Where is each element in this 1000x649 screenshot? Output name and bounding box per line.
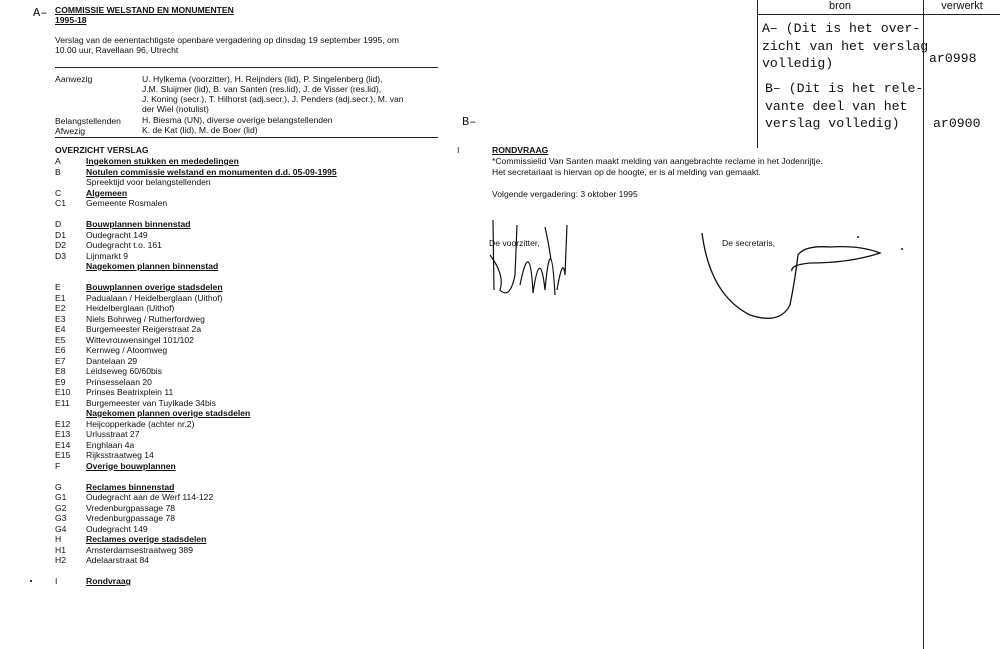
present-line: U. Hylkema (voorzitter), H. Reijnders (lid), P. Singelenberg (lid),: [142, 74, 383, 84]
intro-line-2: 10.00 uur, Ravellaan 96, Utrecht: [55, 45, 179, 55]
col-header-bron: bron: [828, 0, 852, 12]
overview-item-text: Lijnmarkt 9: [86, 250, 129, 261]
secretary-signature: [690, 225, 910, 335]
overview-item-code: E12: [55, 418, 71, 429]
overview-item-code: G: [55, 481, 62, 492]
overview-item-code: E5: [55, 334, 66, 345]
overview-item-text: Overige bouwplannen: [86, 460, 176, 471]
overview-heading: OVERZICHT VERSLAG: [55, 145, 149, 155]
overview-item-text: Oudegracht t.o. 161: [86, 240, 162, 250]
present-label: Aanwezig: [55, 74, 93, 84]
overview-item-code: G1: [55, 492, 67, 502]
absent-label: Afwezig: [55, 126, 86, 136]
overview-item-text: Spreektijd voor belangstellenden: [86, 177, 211, 187]
overview-item-code: G3: [55, 513, 67, 523]
overview-item-text: Nagekomen plannen overige stadsdelen: [86, 408, 251, 418]
overview-item-text: Ingekomen stukken en mededelingen: [86, 156, 239, 166]
overview-item-code: E15: [55, 450, 71, 460]
overview-item-text: Vredenburgpassage 78: [86, 502, 176, 513]
verwerkt-code-b: ar0900: [933, 116, 981, 131]
side-note-b: [765, 80, 923, 133]
marker-b: B–: [462, 115, 477, 129]
header-rule: [55, 67, 438, 68]
rondvraag-heading: RONDVRAAG: [492, 145, 549, 155]
overview-item-code: E11: [55, 397, 70, 408]
overview-item-text: Urlusstraat 27: [86, 429, 140, 439]
rondvraag-line-2: Het secretariaat is hiervan op de hoogte, er is al melding van gemaakt.: [492, 167, 761, 177]
overview-item-code: E4: [55, 324, 66, 334]
overview-item-text: Niels Bohrweg / Rutherfordweg: [86, 313, 205, 324]
overview-item-code: C: [55, 187, 62, 198]
overview-item-code: E10: [55, 387, 71, 397]
overview-item-text: Notulen commissie welstand en monumenten d.d. 05-09-1995: [86, 166, 337, 177]
intro-line-1: Verslag van de eenentachtigste openbare vergadering op dinsdag 19 september 1995, om: [55, 35, 399, 45]
overview-item-code: E1: [55, 292, 66, 303]
overview-item-code: E14: [55, 439, 71, 450]
document-number: 1995-18: [55, 15, 87, 25]
overview-item-code: E7: [55, 355, 66, 366]
overview-item-code: F: [55, 460, 61, 471]
chair-signature: [485, 215, 595, 305]
overview-item-code: H: [55, 534, 62, 544]
overview-item-code: G2: [55, 502, 67, 513]
overview-item-text: Rondvraag: [86, 576, 131, 586]
side-note-a-line: A– (Dit is het over-: [762, 21, 921, 36]
secretary-label: De secretaris,: [722, 238, 776, 248]
chair-label: De voorzitter,: [489, 238, 540, 248]
overview-item-text: Prinses Beatrixplein 11: [86, 387, 174, 397]
overview-item-text: Algemeen: [86, 187, 128, 198]
overview-item-code: E9: [55, 376, 66, 387]
overview-item-code: B: [55, 166, 61, 177]
overview-item-text: Vredenburgpassage 78: [86, 513, 176, 523]
overview-item-text: Leidseweg 60/60bis: [86, 366, 162, 376]
present-line: J.M. Sluijmer (lid), B. van Santen (res.lid), J. de Visser (res.lid),: [142, 84, 382, 94]
side-table-left-rule: [757, 0, 758, 148]
side-note-a-line: zicht van het verslag: [762, 38, 929, 54]
side-table-header-rule: [757, 14, 1000, 15]
overview-item-code: E: [55, 282, 61, 292]
overview-item-text: Burgemeester Reigerstraat 2a: [86, 324, 202, 334]
overview-item-code: E3: [55, 313, 66, 324]
overview-item-code: E2: [55, 303, 66, 313]
rondvraag-line-1: *Commissielid Van Santen maakt melding van aangebrachte reclame in het Jodenrijtje.: [492, 156, 823, 166]
marker-a: A–: [33, 6, 48, 20]
overview-item-text: Nagekomen plannen binnenstad: [86, 261, 219, 271]
stakeholders-label: Belangstellenden: [55, 116, 121, 126]
side-note-b-line: verslag volledig): [765, 116, 900, 132]
next-meeting: Volgende vergadering: 3 oktober 1995: [492, 189, 638, 199]
overview-item-text: Prinsesselaan 20: [86, 376, 152, 387]
overview-item-code: H1: [55, 544, 66, 555]
overview-item-text: Dantelaan 29: [86, 355, 138, 366]
overview-item-text: Padualaan / Heidelberglaan (Uithof): [86, 292, 223, 303]
overview-item-code: E6: [55, 345, 66, 355]
overview-item-text: Bouwplannen overige stadsdelen: [86, 282, 223, 292]
overview-item-text: Kernweg / Atoomweg: [86, 345, 168, 355]
side-note-b-line: B– (Dit is het rele-: [765, 81, 924, 96]
overview-item-text: Bouwplannen binnenstad: [86, 219, 191, 229]
col-header-verwerkt: verwerkt: [941, 0, 983, 12]
attendance-rule: [55, 137, 438, 138]
overview-item-text: Heidelberglaan (Uithof): [86, 303, 175, 313]
overview-item-text: Oudegracht 149: [86, 523, 148, 534]
overview-item-code: H2: [55, 555, 66, 565]
overview-item-text: Reclames overige stadsdelen: [86, 534, 207, 544]
attendance-block: [55, 74, 445, 136]
overview-item-text: Rijksstraatweg 14: [86, 450, 154, 460]
side-note-a-line: volledig): [762, 56, 834, 72]
document-title: COMMISSIE WELSTAND EN MONUMENTEN: [55, 5, 234, 15]
overview-item-code: I: [55, 576, 58, 586]
side-note-a: [762, 20, 928, 73]
marker-i: I: [457, 145, 460, 155]
overview-item-text: Enghlaan 4a: [86, 439, 135, 450]
present-line: der Wiel (notulist): [142, 104, 209, 114]
overview-item-text: Amsterdamsestraatweg 389: [86, 544, 193, 555]
overview-item-code: D2: [55, 240, 66, 250]
overview-item-code: E13: [55, 429, 71, 439]
overview-item-code: D3: [55, 250, 66, 261]
overview-item-code: G4: [55, 523, 67, 534]
overview-item-code: D: [55, 219, 62, 229]
overview-item-code: A: [55, 156, 61, 166]
verwerkt-code-a: ar0998: [929, 51, 977, 66]
stakeholders-value: H. Biesma (UN), diverse overige belangstellenden: [142, 115, 333, 125]
overview-item-code: D1: [55, 229, 66, 240]
overview-item-code: E8: [55, 366, 66, 376]
side-note-b-line: vante deel van het: [765, 98, 908, 114]
overview-item-text: Gemeente Rosmalen: [86, 198, 168, 208]
absent-value: K. de Kat (lid), M. de Boer (lid): [142, 125, 258, 135]
overview-item-text: Wittevrouwensingel 101/102: [86, 334, 194, 345]
overview-item-code: C1: [55, 198, 66, 208]
overview-item-text: Reclames binnenstad: [86, 481, 175, 492]
overview-item-text: Heijcopperkade (achter nr.2): [86, 418, 195, 429]
overview-item-text: Oudegracht 149: [86, 229, 148, 240]
overview-item-text: Adelaarstraat 84: [86, 555, 150, 565]
stray-mark: [30, 580, 32, 582]
overview-item-text: Burgemeester van Tuylkade 34bis: [86, 397, 216, 408]
present-line: J. Koning (secr.), T. Hilhorst (adj.secr.), J. Penders (adj.secr.), M. van: [142, 94, 404, 104]
overview-item-text: Oudegracht aan de Werf 114-122: [86, 492, 214, 502]
